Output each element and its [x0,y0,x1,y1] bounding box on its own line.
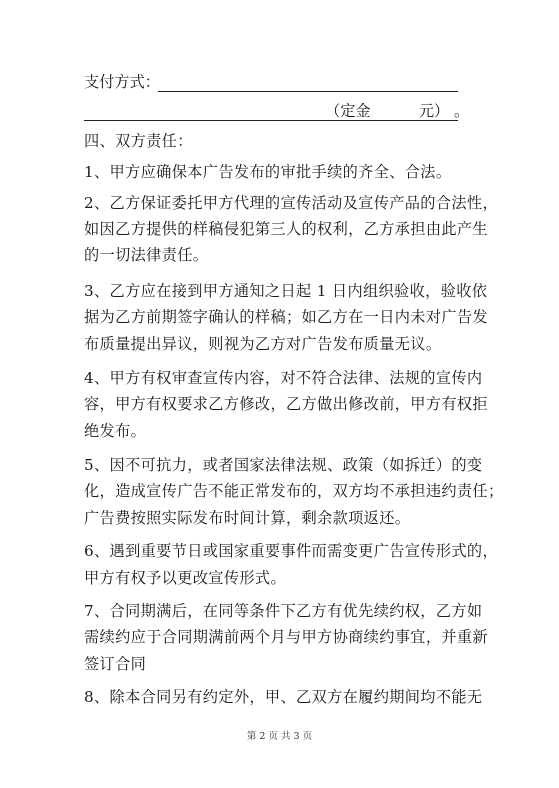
body-line: 1、甲方应确保本广告发布的审批手续的齐全、合法。 [84,163,452,181]
body-line: 需续约应于合同期满前两个月与甲方协商续约事宜，并重新 [84,628,488,646]
body-line: 签订合同 [84,655,147,673]
payment-underline [158,91,458,92]
body-line: 6、遇到重要节日或国家重要事件而需变更广告宣传形式的， [84,542,498,560]
body-line: 如因乙方提供的样稿侵犯第三人的权利，乙方承担由此产生 [84,220,488,238]
body-line: 布质量提出异议，则视为乙方对广告发布质量无议。 [84,335,442,353]
body-line: 5、因不可抗力，或者国家法律法规、政策（如拆迁）的变 [84,456,483,474]
payment-method-label: 支付方式： [84,73,160,91]
body-line: 3、乙方应在接到甲方通知之日起 1 日内组织验收，验收依 [84,282,488,300]
body-line: 2、乙方保证委托甲方代理的宣传活动及宣传产品的合法性， [84,194,498,212]
body-line: 绝发布。 [84,422,147,440]
body-line: 4、甲方有权审查宣传内容，对不符合法律、法规的宣传内 [84,369,483,387]
body-line: 的一切法律责任。 [84,246,209,264]
body-line: 甲方有权予以更改宣传形式。 [84,569,286,587]
deposit-text: （定金 元） 。 [325,102,470,120]
body-line: 广告费按照实际发布时间计算，剩余款项返还。 [84,509,411,527]
section-title: 四、双方责任： [84,132,193,150]
body-line: 容，甲方有权要求乙方修改，乙方做出修改前，甲方有权拒 [84,395,488,413]
deposit-underline [84,120,458,121]
body-line: 化，造成宣传广告不能正常发布的，双方均不承担违约责任； [84,482,504,500]
body-line: 7、合同期满后，在同等条件下乙方有优先续约权，乙方如 [84,602,483,620]
body-line: 据为乙方前期签字确认的样稿；如乙方在一日内未对广告发 [84,308,488,326]
body-line: 8、除本合同另有约定外，甲、乙双方在履约期间均不能无 [84,688,483,706]
page-number-footer: 第 2 页 共 3 页 [246,731,313,742]
